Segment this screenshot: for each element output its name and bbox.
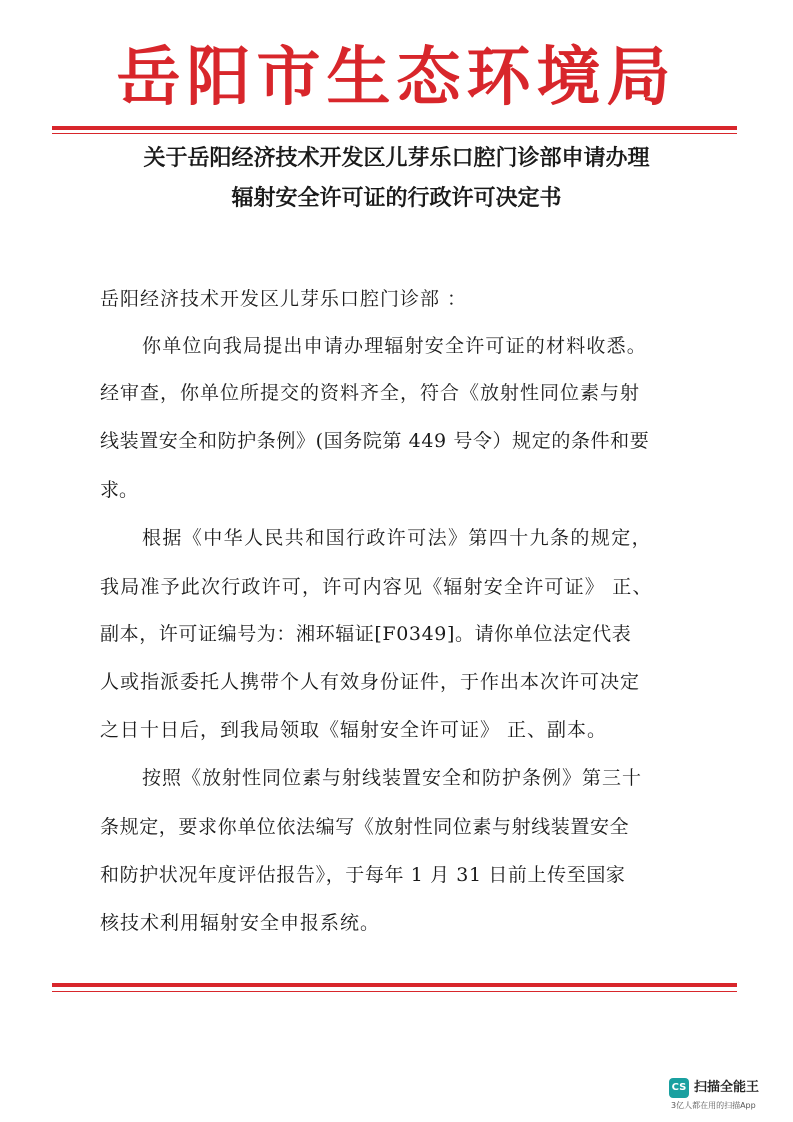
paragraph-3-line-2: 条规定，要求你单位依法编写《放射性同位素与射线装置安全 (100, 816, 630, 838)
paragraph-1-line-4: 求。 (100, 479, 139, 501)
scanner-slogan: 3亿人都在用的扫描App (671, 1101, 756, 1110)
salutation: 岳阳经济技术开发区儿芽乐口腔门诊部 ： (100, 288, 468, 310)
paragraph-2-line-4: 人或指派委托人携带个人有效身份证件，于作出本次许可决定 (100, 671, 641, 693)
camscanner-logo-icon: CS (669, 1078, 689, 1098)
document-title-line-2: 辐射安全许可证的行政许可决定书 (231, 186, 562, 211)
footer-rule-thin (52, 991, 737, 992)
header-rule-thin (52, 133, 737, 134)
paragraph-3-line-4: 核技术利用辐射安全申报系统。 (100, 912, 381, 934)
document-title-line-1: 关于岳阳经济技术开发区儿芽乐口腔门诊部申请办理 (143, 146, 650, 171)
paragraph-3-line-3: 和防护状况年度评估报告》，于每年 1 月 31 日前上传至国家 (100, 864, 626, 886)
paragraph-1-line-3: 线装置安全和防护条例》(国务院第 449 号令）规定的条件和要 (100, 430, 650, 452)
footer-rule-thick (52, 983, 737, 987)
scanner-app-name: 扫描全能王 (694, 1080, 760, 1095)
header-rule-thick (52, 126, 737, 130)
paragraph-2-line-1: 根据《中华人民共和国行政许可法》第四十九条的规定， (142, 527, 653, 549)
scanner-watermark (669, 1078, 781, 1114)
paragraph-2-line-2: 我局准予此次行政许可，许可内容见《辐射安全许可证》 正、 (100, 576, 653, 598)
agency-header: 岳阳市生态环境局 (116, 40, 677, 115)
paragraph-2-line-3: 副本，许可证编号为：湘环辐证[F0349]。请你单位法定代表 (100, 623, 632, 645)
paragraph-2-line-5: 之日十日后，到我局领取《辐射安全许可证》 正、副本。 (100, 719, 608, 741)
paragraph-3-line-1: 按照《放射性同位素与射线装置安全和防护条例》第三十 (142, 767, 643, 789)
paragraph-1-line-1: 你单位向我局提出申请办理辐射安全许可证的材料收悉。 (142, 335, 648, 357)
paragraph-1-line-2: 经审查，你单位所提交的资料齐全，符合《放射性同位素与射 (100, 382, 641, 404)
